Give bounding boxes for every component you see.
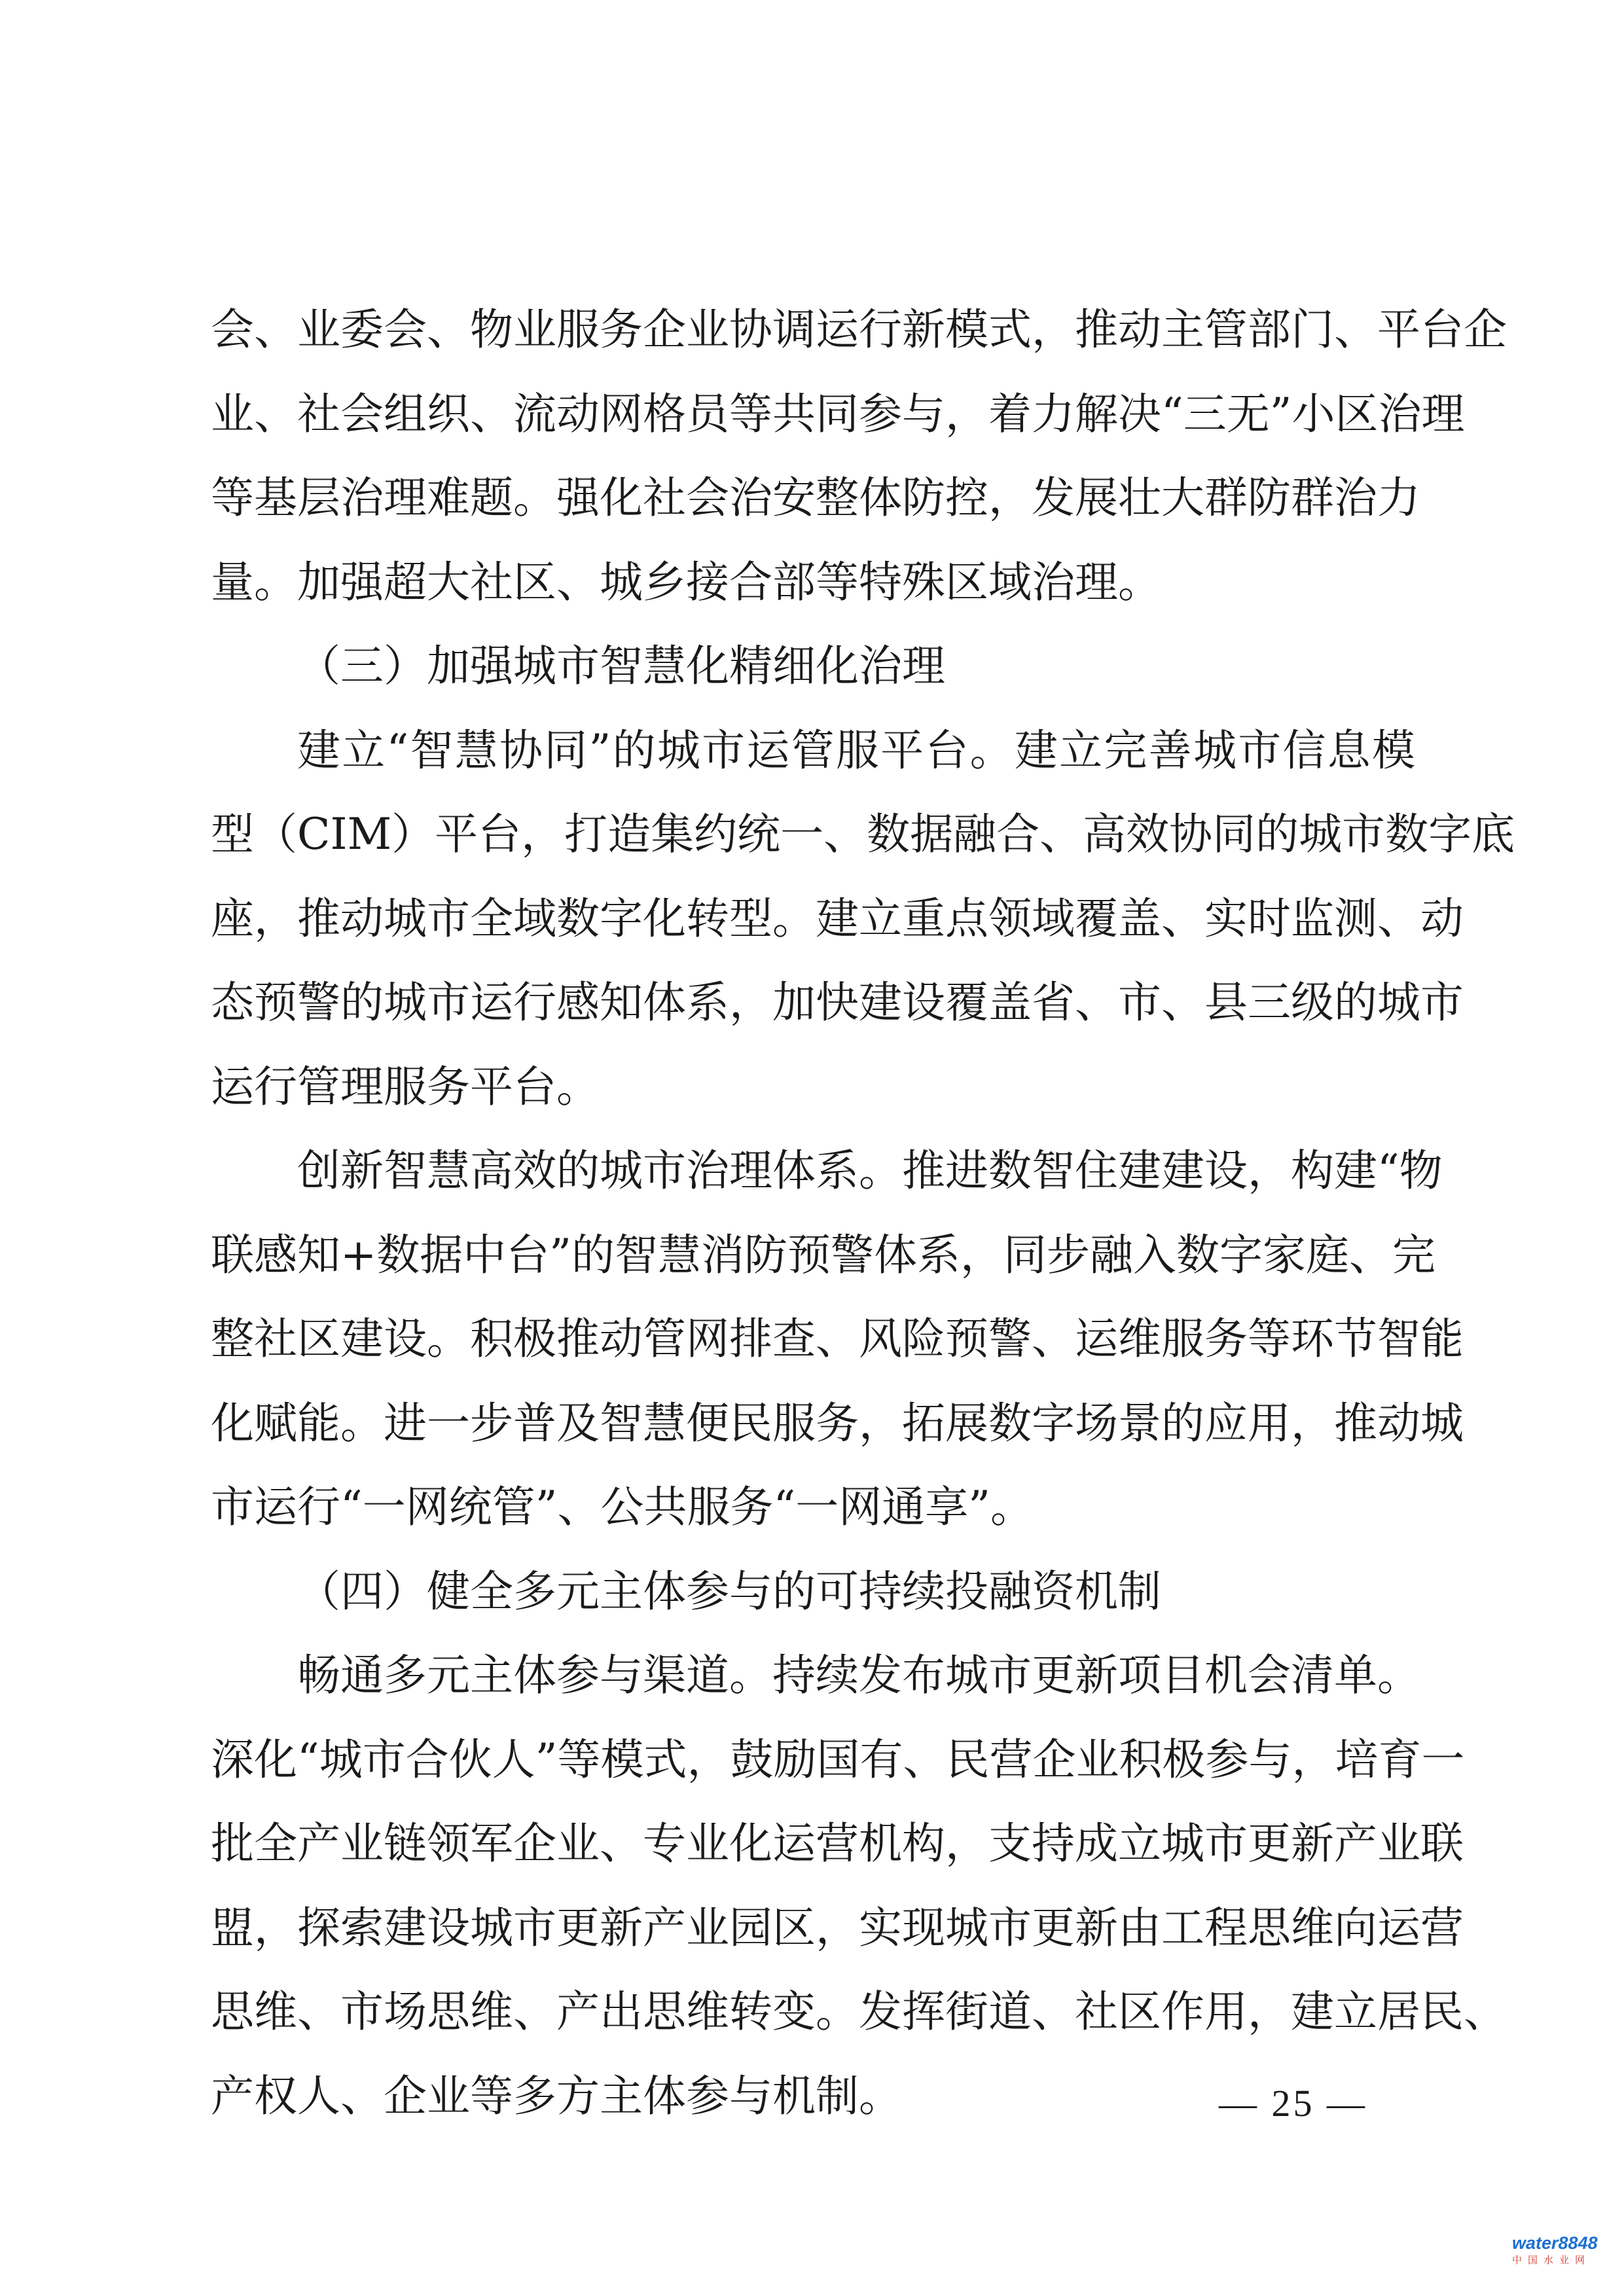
text-line: 化赋能。进一步普及智慧便民服务，拓展数字场景的应用，推动城 [211, 1397, 1464, 1448]
text-line: 市运行“一网统管”、公共服务“一网通享”。 [211, 1482, 1034, 1532]
text-line: 联感知+数据中台”的智慧消防预警体系，同步融入数字家庭、完 [211, 1229, 1436, 1280]
watermark-brand: water8848 [1512, 2233, 1598, 2253]
text-line: 畅通多元主体参与渠道。持续发布城市更新项目机会清单。 [297, 1650, 1420, 1700]
text-line: 整社区建设。积极推动管网排查、风险预警、运维服务等环节智能 [211, 1314, 1464, 1364]
text-line: 型（CIM）平台，打造集约统一、数据融合、高效协同的城市数字底 [211, 809, 1515, 859]
text-line: 思维、市场思维、产出思维转变。发挥街道、社区作用，建立居民、 [211, 1986, 1507, 2037]
watermark-logo [1512, 2232, 1604, 2274]
text-line: 深化“城市合伙人”等模式，鼓励国有、民营企业积极参与，培育一 [211, 1734, 1465, 1785]
text-line: 运行管理服务平台。 [211, 1061, 600, 1112]
text-line: 会、业委会、物业服务企业协调运行新模式，推动主管部门、平台企 [211, 304, 1507, 355]
text-line: 建立“智慧协同”的城市运管服平台。建立完善城市信息模 [297, 725, 1415, 776]
body-text [211, 288, 1515, 2138]
watermark-subtitle: 中国水业网 [1512, 2255, 1591, 2266]
text-line: 座，推动城市全域数字化转型。建立重点领域覆盖、实时监测、动 [211, 893, 1464, 944]
text-line: 盟，探索建设城市更新产业园区，实现城市更新由工程思维向运营 [211, 1902, 1464, 1953]
section-heading: （三）加强城市智慧化精细化治理 [297, 641, 945, 691]
text-line: 等基层治理难题。强化社会治安整体防控，发展壮大群防群治力 [211, 473, 1420, 523]
text-line: 业、社会组织、流动网格员等共同参与，着力解决“三无”小区治理 [211, 388, 1465, 439]
text-line: 量。加强超大社区、城乡接合部等特殊区域治理。 [211, 556, 1161, 607]
text-line: 批全产业链领军企业、专业化运营机构，支持成立城市更新产业联 [211, 1818, 1464, 1869]
text-line: 产权人、企业等多方主体参与机制。 [211, 2070, 902, 2121]
text-line: 创新智慧高效的城市治理体系。推进数智住建建设，构建“物 [297, 1145, 1443, 1196]
section-heading: （四）健全多元主体参与的可持续投融资机制 [297, 1566, 1161, 1617]
page-number: — 25 — [1219, 2082, 1367, 2125]
text-line: 态预警的城市运行感知体系，加快建设覆盖省、市、县三级的城市 [211, 977, 1464, 1028]
